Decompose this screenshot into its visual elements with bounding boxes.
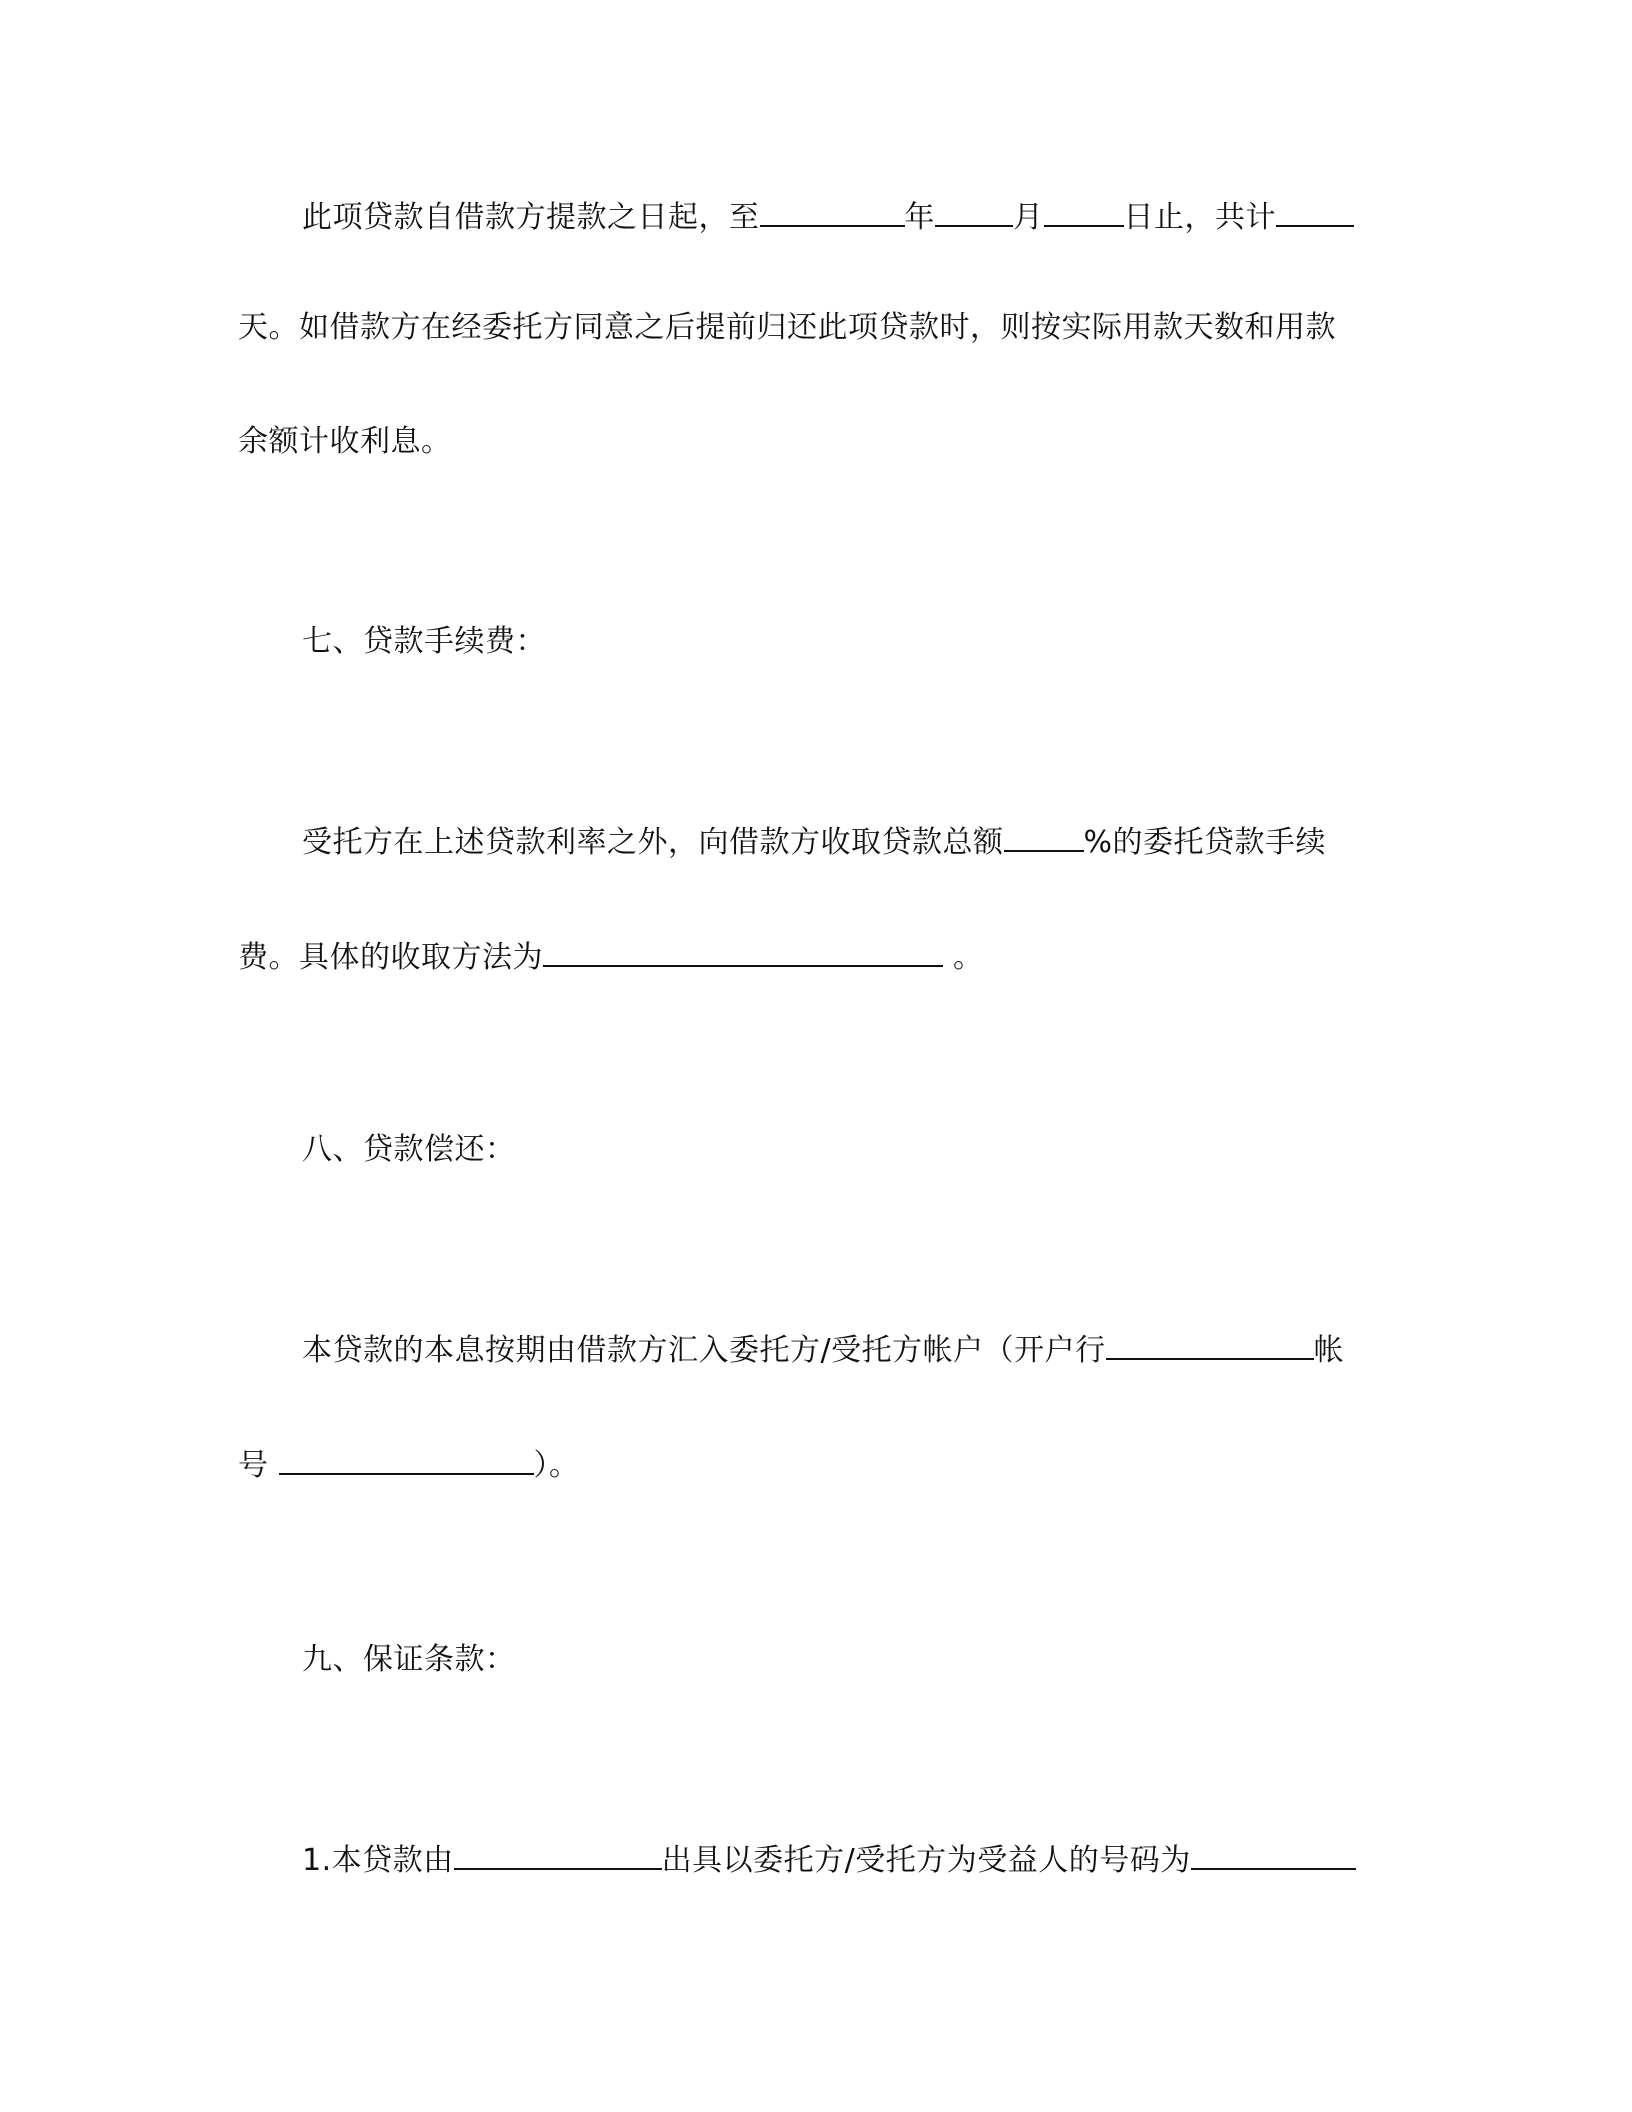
bank-blank [1106,1328,1314,1360]
day-blank [1044,195,1124,227]
guarantor-blank [454,1838,662,1870]
section-seven-heading: 七、贷款手续费： [302,624,546,659]
fee-text-b: %的委托贷款手续 [1083,825,1327,860]
repayment-text-c: 号 [238,1448,269,1483]
fee-line-2 [238,935,1388,978]
fee-method-blank [543,935,943,967]
loan-term-text-d: 日止，共计 [1123,200,1276,235]
repayment-text-b: 帐 [1313,1333,1345,1368]
loan-term-text-b: 年 [904,200,935,235]
repayment-line-2 [238,1443,1388,1486]
repayment-line-1 [238,1328,1452,1371]
fee-line-1 [238,820,1452,863]
fee-text-a: 受托方在上述贷款利率之外，向借款方收取贷款总额 [302,825,1004,860]
loan-term-text-c: 月 [1013,200,1044,235]
fee-rate-blank [1004,820,1084,852]
loan-term-line-1 [238,195,1452,238]
total-days-blank [1276,195,1354,227]
year-blank [760,195,905,227]
account-blank [279,1443,534,1475]
loan-term-line-2: 天。如借款方在经委托方同意之后提前归还此项贷款时，则按实际用款天数和用款 [238,310,1336,345]
section-nine-heading: 九、保证条款： [302,1642,516,1677]
repayment-text-a: 本贷款的本息按期由借款方汇入委托方/受托方帐户（开户行 [302,1333,1106,1368]
section-eight-heading: 八、贷款偿还： [302,1132,516,1167]
guarantee-text-b: 出具以委托方/受托方为受益人的号码为 [661,1843,1191,1878]
fee-text-c: 费。具体的收取方法为 [238,940,543,975]
month-blank [935,195,1013,227]
repayment-text-d: ）。 [533,1448,580,1483]
number-blank [1191,1838,1356,1870]
loan-term-text-a: 此项贷款自借款方提款之日起，至 [302,200,760,235]
guarantee-line-1 [238,1838,1452,1881]
loan-term-line-3: 余额计收利息。 [238,424,452,459]
guarantee-text-a: 1.本贷款由 [302,1843,454,1878]
fee-text-d: 。 [953,940,984,975]
